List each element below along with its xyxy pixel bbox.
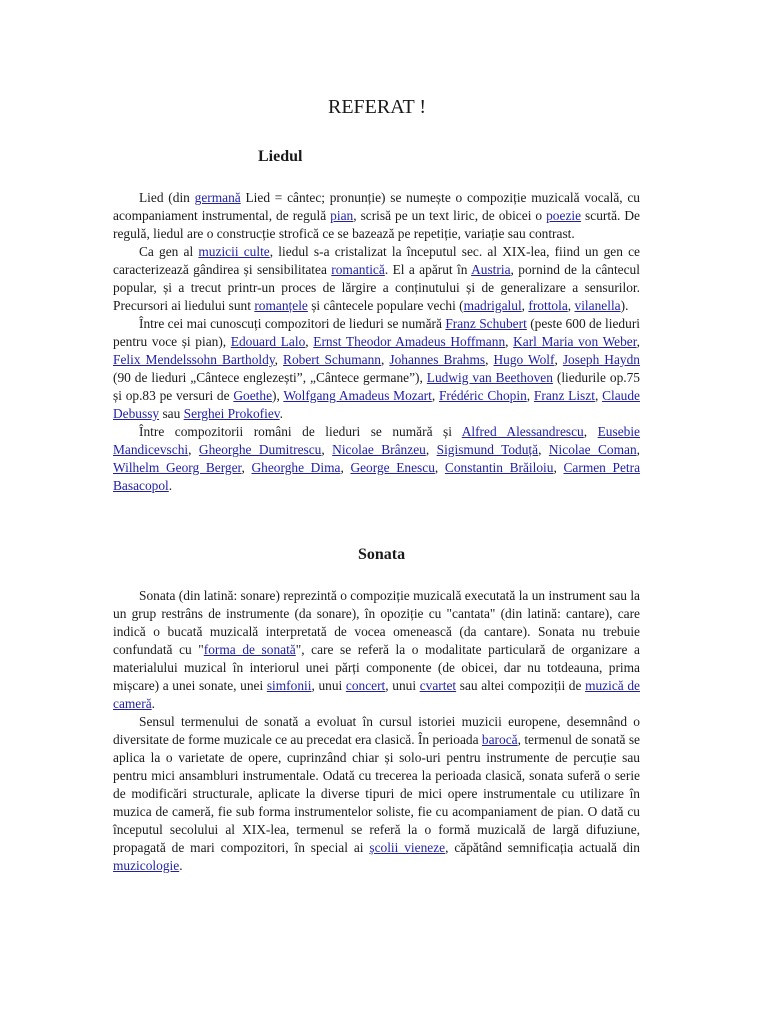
hyperlink[interactable]: Joseph Haydn	[562, 352, 640, 367]
text-run: ),	[272, 388, 284, 403]
section-heading-liedul: Liedul	[258, 148, 303, 165]
paragraph	[113, 189, 640, 243]
text-run: , unui	[385, 678, 420, 693]
hyperlink[interactable]: muzicii culte	[198, 244, 270, 259]
hyperlink[interactable]: George Enescu	[350, 460, 435, 475]
hyperlink[interactable]: școlii vieneze	[369, 840, 446, 855]
hyperlink[interactable]: Ernst Theodor Amadeus Hoffmann	[313, 334, 506, 349]
paragraph	[113, 713, 640, 875]
hyperlink[interactable]: cvartet	[419, 678, 457, 693]
text-run: ,	[583, 424, 598, 439]
text-run: ,	[554, 352, 563, 367]
section-body-liedul	[113, 189, 640, 495]
hyperlink[interactable]: Nicolae Brânzeu	[332, 442, 426, 457]
hyperlink[interactable]: Gheorghe Dumitrescu	[198, 442, 322, 457]
text-run: . El a apărut în	[384, 262, 472, 277]
hyperlink[interactable]: concert	[345, 678, 386, 693]
text-run: Între cei mai cunoscuți compozitori de lieduri se numără	[139, 316, 446, 331]
text-run: ,	[505, 334, 514, 349]
text-run: ,	[526, 388, 534, 403]
text-run: ,	[521, 298, 529, 313]
hyperlink[interactable]: Karl Maria von Weber	[513, 334, 637, 349]
text-run: (peste 600 de lieduri pentru voce și pian),	[113, 316, 640, 349]
text-run: ,	[321, 442, 333, 457]
text-run: , scrisă pe un text liric, de obicei o	[353, 208, 547, 223]
text-run: sau	[159, 406, 184, 421]
hyperlink[interactable]: muzică de cameră	[113, 678, 640, 711]
text-run: sau altei compoziții de	[456, 678, 586, 693]
section-heading-sonata: Sonata	[358, 546, 406, 563]
hyperlink[interactable]: Robert Schumann	[283, 352, 382, 367]
paragraph	[113, 243, 640, 315]
hyperlink[interactable]: Goethe	[233, 388, 273, 403]
hyperlink[interactable]: Claude Debussy	[113, 388, 640, 421]
hyperlink[interactable]: pian	[330, 208, 354, 223]
hyperlink[interactable]: Franz Liszt	[533, 388, 595, 403]
paragraph	[113, 315, 640, 423]
hyperlink[interactable]: Johannes Brahms	[389, 352, 486, 367]
hyperlink[interactable]: forma de sonată	[203, 642, 296, 657]
text-run: , unui	[311, 678, 346, 693]
hyperlink[interactable]: Wilhelm Georg Berger	[113, 460, 242, 475]
text-run: Între compozitorii români de lieduri se numără și	[139, 424, 462, 439]
text-run: .	[168, 478, 173, 493]
hyperlink[interactable]: Nicolae Coman	[548, 442, 637, 457]
text-run: , căpătând semnificația actuală din	[445, 840, 640, 855]
text-run: ,	[188, 442, 199, 457]
hyperlink[interactable]: Alfred Alessandrescu	[461, 424, 584, 439]
hyperlink[interactable]: Gheorghe Dima	[251, 460, 341, 475]
document-title: REFERAT !	[328, 96, 426, 118]
hyperlink[interactable]: Eusebie Mandicevschi	[113, 424, 640, 457]
hyperlink[interactable]: Serghei Prokofiev	[183, 406, 280, 421]
hyperlink[interactable]: Franz Schubert	[445, 316, 527, 331]
text-run: Sonata (din latină: sonare) reprezintă o compoziție muzicală executată la un instrument sau la un grup restrâns de instrumente (da sonare), în opoziție cu "cantata" (din latină: cantare), care indică o bucată muzicală interpretată de vocea omenească (da cantare). Sonata nu trebuie confundată cu "	[113, 588, 640, 657]
hyperlink[interactable]: romanțele	[254, 298, 308, 313]
hyperlink[interactable]: vilanella	[574, 298, 621, 313]
hyperlink[interactable]: Hugo Wolf	[493, 352, 555, 367]
text-run: ", care se referă la o modalitate particulară de organizare a materialului muzical în interiorul unei părți componente (de obicei, dar nu totdeauna, prima mișcare) a unei sonate, unei	[113, 642, 640, 693]
section-body-sonata	[113, 587, 640, 875]
hyperlink[interactable]: simfonii	[266, 678, 312, 693]
text-run: ,	[431, 388, 439, 403]
hyperlink[interactable]: Austria	[471, 262, 511, 277]
hyperlink[interactable]: poezie	[546, 208, 582, 223]
text-run: ,	[636, 334, 641, 349]
text-run: Lied (din	[139, 190, 195, 205]
paragraph	[113, 423, 640, 495]
hyperlink[interactable]: germană	[194, 190, 241, 205]
text-run: (90 de lieduri „Cântece englezești”, „Cântece germane”),	[113, 370, 427, 385]
hyperlink[interactable]: barocă	[481, 732, 518, 747]
hyperlink[interactable]: frottola	[528, 298, 568, 313]
text-run: ,	[485, 352, 494, 367]
hyperlink[interactable]: Frédéric Chopin	[438, 388, 527, 403]
text-run: Ca gen al	[139, 244, 199, 259]
hyperlink[interactable]: madrigalul	[463, 298, 522, 313]
hyperlink[interactable]: muzicologie	[113, 858, 180, 873]
text-run: (liedurile op.75 și op.83 pe versuri de	[113, 370, 640, 403]
text-run: ,	[241, 460, 252, 475]
hyperlink[interactable]: Felix Mendelssohn Bartholdy	[113, 352, 275, 367]
text-run: , pornind de la cântecul popular, și a trecut printr-un proces de lărgire a conținutului și de generalizare a sensurilor. Precursori ai liedului sunt	[113, 262, 640, 313]
text-run: ,	[305, 334, 314, 349]
text-run: scurtă. De regulă, liedul are o construcție strofică ce se bazează pe repetiție, variație sau contrast.	[113, 208, 640, 241]
text-run: Sensul termenului de sonată a evoluat în cursul istoriei muzicii europene, desemnând o diversitate de forme muzicale ce au precedat era clasică. În perioada	[113, 714, 640, 747]
text-run: ,	[425, 442, 437, 457]
text-run: ).	[620, 298, 629, 313]
hyperlink[interactable]: Edouard Lalo	[230, 334, 306, 349]
text-run: ,	[434, 460, 445, 475]
hyperlink[interactable]: Constantin Brăiloiu	[444, 460, 554, 475]
text-run: ,	[381, 352, 390, 367]
text-run: .	[151, 696, 156, 711]
paragraph	[113, 587, 640, 713]
text-run: ,	[567, 298, 575, 313]
text-run: ,	[594, 388, 603, 403]
text-run: Lied = cântec; pronunție) se numește o compoziție muzicală vocală, cu acompaniament instrumental, de regulă	[113, 190, 641, 223]
text-run: .	[279, 406, 283, 421]
text-run: și cântecele populare vechi (	[307, 298, 464, 313]
hyperlink[interactable]: Carmen Petra Basacopol	[113, 460, 641, 493]
hyperlink[interactable]: Wolfgang Amadeus Mozart	[283, 388, 432, 403]
text-run: .	[179, 858, 183, 873]
text-run: ,	[340, 460, 351, 475]
hyperlink[interactable]: Ludwig van Beethoven	[426, 370, 553, 385]
text-run: ,	[636, 442, 640, 457]
text-run: ,	[553, 460, 564, 475]
hyperlink[interactable]: romantică	[331, 262, 385, 277]
hyperlink[interactable]: Sigismund Toduță	[436, 442, 539, 457]
text-run: , liedul s-a cristalizat la începutul sec. al XIX-lea, fiind un gen ce caracterizează gândirea și sensibilitatea	[113, 244, 640, 277]
text-run: ,	[538, 442, 549, 457]
text-run: , termenul de sonată se aplica la o varietate de opere, cuprinzând chiar și solo-uri pentru instrumente de percuție sau pentru mici ansambluri instrumentale. Odată cu trecerea la perioada clasică, sonata suferă o serie de modificări structurale, aplicate la diverse tipuri de mici opere instrumentale cu utilizare în muzica de cameră, fie sub forma instrumentelor soliste, fie cu acompaniament de pian. O dată cu începutul secolului al XIX-lea, termenul se referă la o formă muzicală de largă difuziune, propagată de mari compozitori, în special ai	[113, 732, 640, 855]
text-run: ,	[274, 352, 284, 367]
